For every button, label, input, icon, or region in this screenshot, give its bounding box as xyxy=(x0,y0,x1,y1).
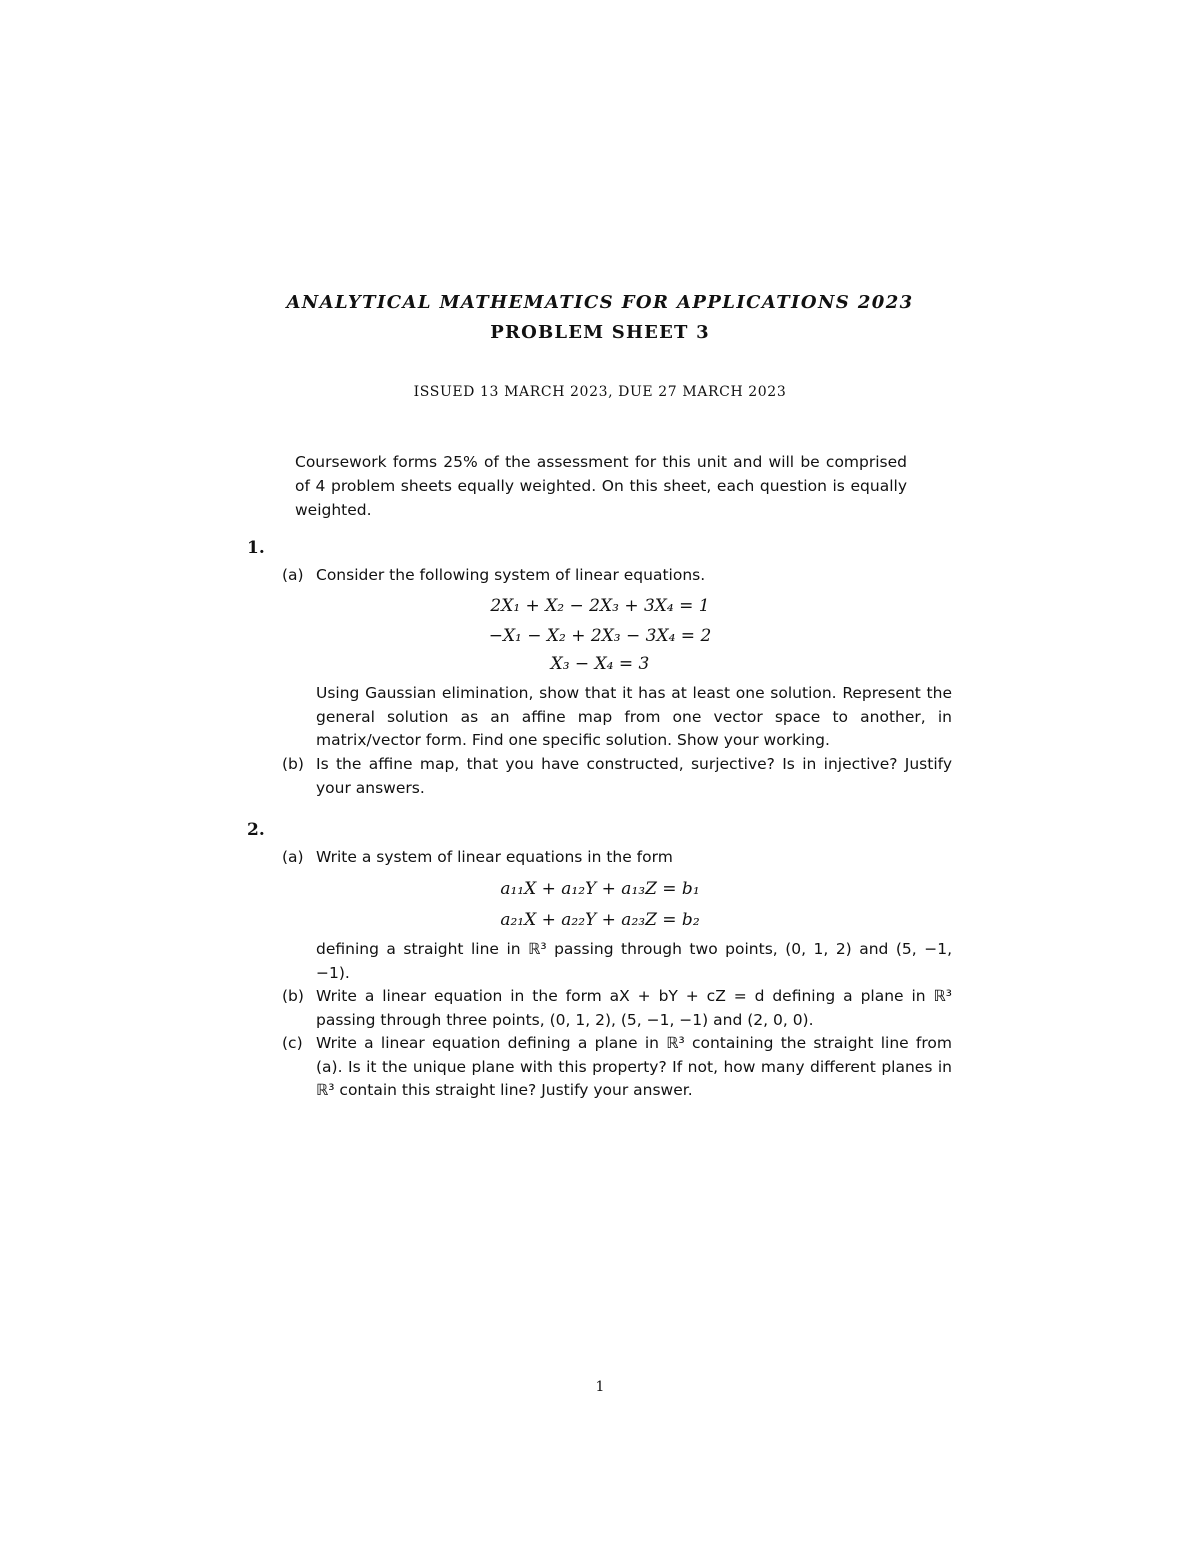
equation-1a-3: X₃ − X₄ = 3 xyxy=(550,654,650,674)
part-text: Write a system of linear equations in the form xyxy=(316,848,673,866)
part-text: Consider the following system of linear equations. xyxy=(316,566,706,584)
part-text: Using Gaussian elimination, show that it has at least one solution. Represent the general solution as an affine map from one vector space to another, in matrix/vector form. Find one specific solution. Show your working. xyxy=(316,684,952,749)
part-text: Is the affine map, that you have constructed, surjective? Is in injective? Justify your answers. xyxy=(316,755,952,797)
part-label: (b) xyxy=(282,755,304,773)
issue-due-dates: ISSUED 13 MARCH 2023, DUE 27 MARCH 2023 xyxy=(413,384,787,400)
question-2b xyxy=(282,985,952,1032)
question-2-number: 2. xyxy=(247,820,265,840)
equation-2a-1: a₁₁X + a₁₂Y + a₁₃Z = b₁ xyxy=(500,879,700,899)
document-subtitle: PROBLEM SHEET 3 xyxy=(490,322,710,343)
part-label: (b) xyxy=(282,987,304,1005)
part-label: (a) xyxy=(282,566,304,584)
equation-1a-2: −X₁ − X₂ + 2X₃ − 3X₄ = 2 xyxy=(488,626,712,646)
question-2a xyxy=(282,846,952,870)
question-2c xyxy=(282,1032,952,1103)
part-label: (a) xyxy=(282,848,304,866)
equation-2a-2: a₂₁X + a₂₂Y + a₂₃Z = b₂ xyxy=(500,910,700,930)
equation-1a-1: 2X₁ + X₂ − 2X₃ + 3X₄ = 1 xyxy=(490,596,710,616)
question-1a-instructions xyxy=(282,682,952,753)
question-1a xyxy=(282,564,952,588)
question-1b xyxy=(282,753,952,800)
page-number: 1 xyxy=(595,1379,605,1395)
part-label: (c) xyxy=(282,1034,303,1052)
coursework-intro: Coursework forms 25% of the assessment for this unit and will be comprised of 4 problem sheets equally weighted. On this sheet, each question is equally weighted. xyxy=(295,453,907,519)
question-2a-instructions xyxy=(282,938,952,985)
part-text: Write a linear equation defining a plane in ℝ³ containing the straight line from (a). Is it the unique plane with this property? If not, how many different planes in ℝ³ contain this straight line? Justify your answer. xyxy=(316,1034,952,1099)
document-title: ANALYTICAL MATHEMATICS FOR APPLICATIONS 2023 xyxy=(286,292,914,313)
part-text: defining a straight line in ℝ³ passing through two points, (0, 1, 2) and (5, −1, −1). xyxy=(316,940,952,982)
part-text: Write a linear equation in the form aX + bY + cZ = d defining a plane in ℝ³ passing through three points, (0, 1, 2), (5, −1, −1) and (2, 0, 0). xyxy=(316,987,952,1029)
question-1-number: 1. xyxy=(247,538,265,558)
